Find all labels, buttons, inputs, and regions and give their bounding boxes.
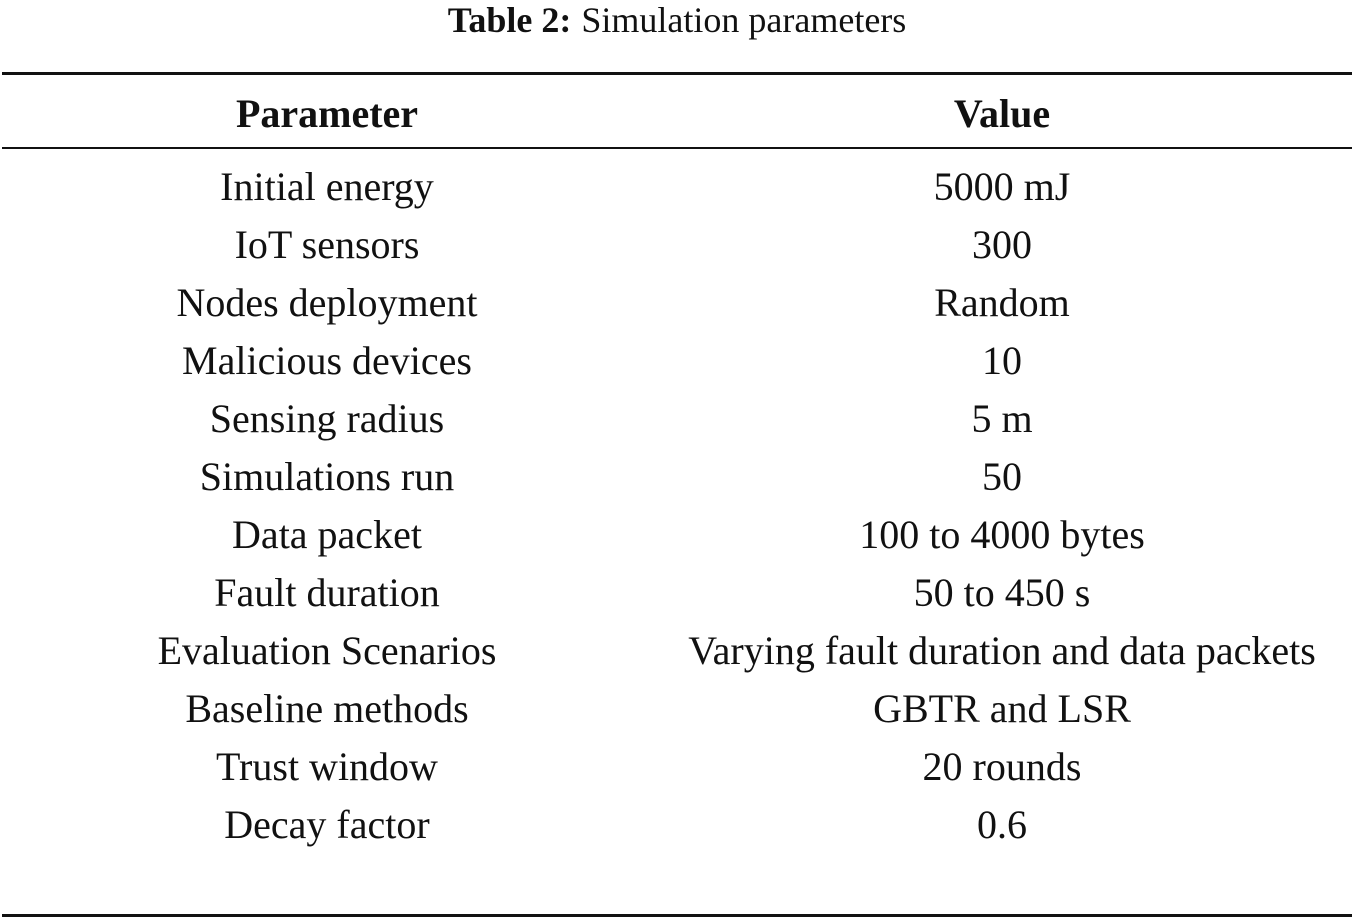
header-parameter: Parameter	[235, 91, 419, 136]
table-header-rule	[2, 147, 1352, 149]
value-cell: Varying fault duration and data packets	[688, 628, 1316, 673]
table-row	[2, 216, 1352, 274]
table-row	[2, 390, 1352, 448]
value-cell: GBTR and LSR	[873, 686, 1131, 731]
table-row	[2, 680, 1352, 738]
table-row	[2, 158, 1352, 216]
table-row	[2, 506, 1352, 564]
value-cell: 50	[982, 454, 1022, 499]
parameter-cell: Simulations run	[199, 454, 455, 499]
table-row	[2, 564, 1352, 622]
header-row	[2, 76, 1352, 148]
table-row	[2, 274, 1352, 332]
parameter-cell: Initial energy	[220, 164, 434, 209]
value-cell: 100 to 4000 bytes	[859, 512, 1145, 557]
value-cell: 0.6	[977, 802, 1027, 847]
parameter-cell: Nodes deployment	[176, 280, 478, 325]
parameter-cell: Malicious devices	[182, 338, 472, 383]
table-row	[2, 796, 1352, 854]
table-row	[2, 332, 1352, 390]
parameter-cell: Decay factor	[224, 802, 430, 847]
parameter-cell: Sensing radius	[209, 396, 445, 441]
parameter-cell: Baseline methods	[185, 686, 469, 731]
table-row	[2, 622, 1352, 680]
table-row	[2, 738, 1352, 796]
value-cell: Random	[934, 280, 1070, 325]
parameters-table-header	[2, 76, 1352, 148]
value-cell: 50 to 450 s	[913, 570, 1091, 615]
parameter-cell: Data packet	[232, 512, 422, 557]
parameter-cell: Fault duration	[214, 570, 440, 615]
header-value: Value	[953, 91, 1051, 136]
value-cell: 10	[982, 338, 1022, 383]
value-cell: 300	[972, 222, 1032, 267]
table-caption	[0, 0, 1354, 40]
table-bottom-rule	[2, 914, 1352, 917]
parameters-table-body	[2, 158, 1352, 854]
parameter-cell: Evaluation Scenarios	[157, 628, 497, 673]
table-caption-title: Simulation parameters	[581, 0, 907, 40]
value-cell: 5 m	[971, 396, 1033, 441]
table-row	[2, 448, 1352, 506]
value-cell: 20 rounds	[922, 744, 1082, 789]
value-cell: 5000 mJ	[933, 164, 1071, 209]
parameter-cell: Trust window	[216, 744, 438, 789]
table-caption-label: Table 2:	[447, 0, 572, 40]
table-top-rule	[2, 72, 1352, 75]
parameter-cell: IoT sensors	[234, 222, 420, 267]
